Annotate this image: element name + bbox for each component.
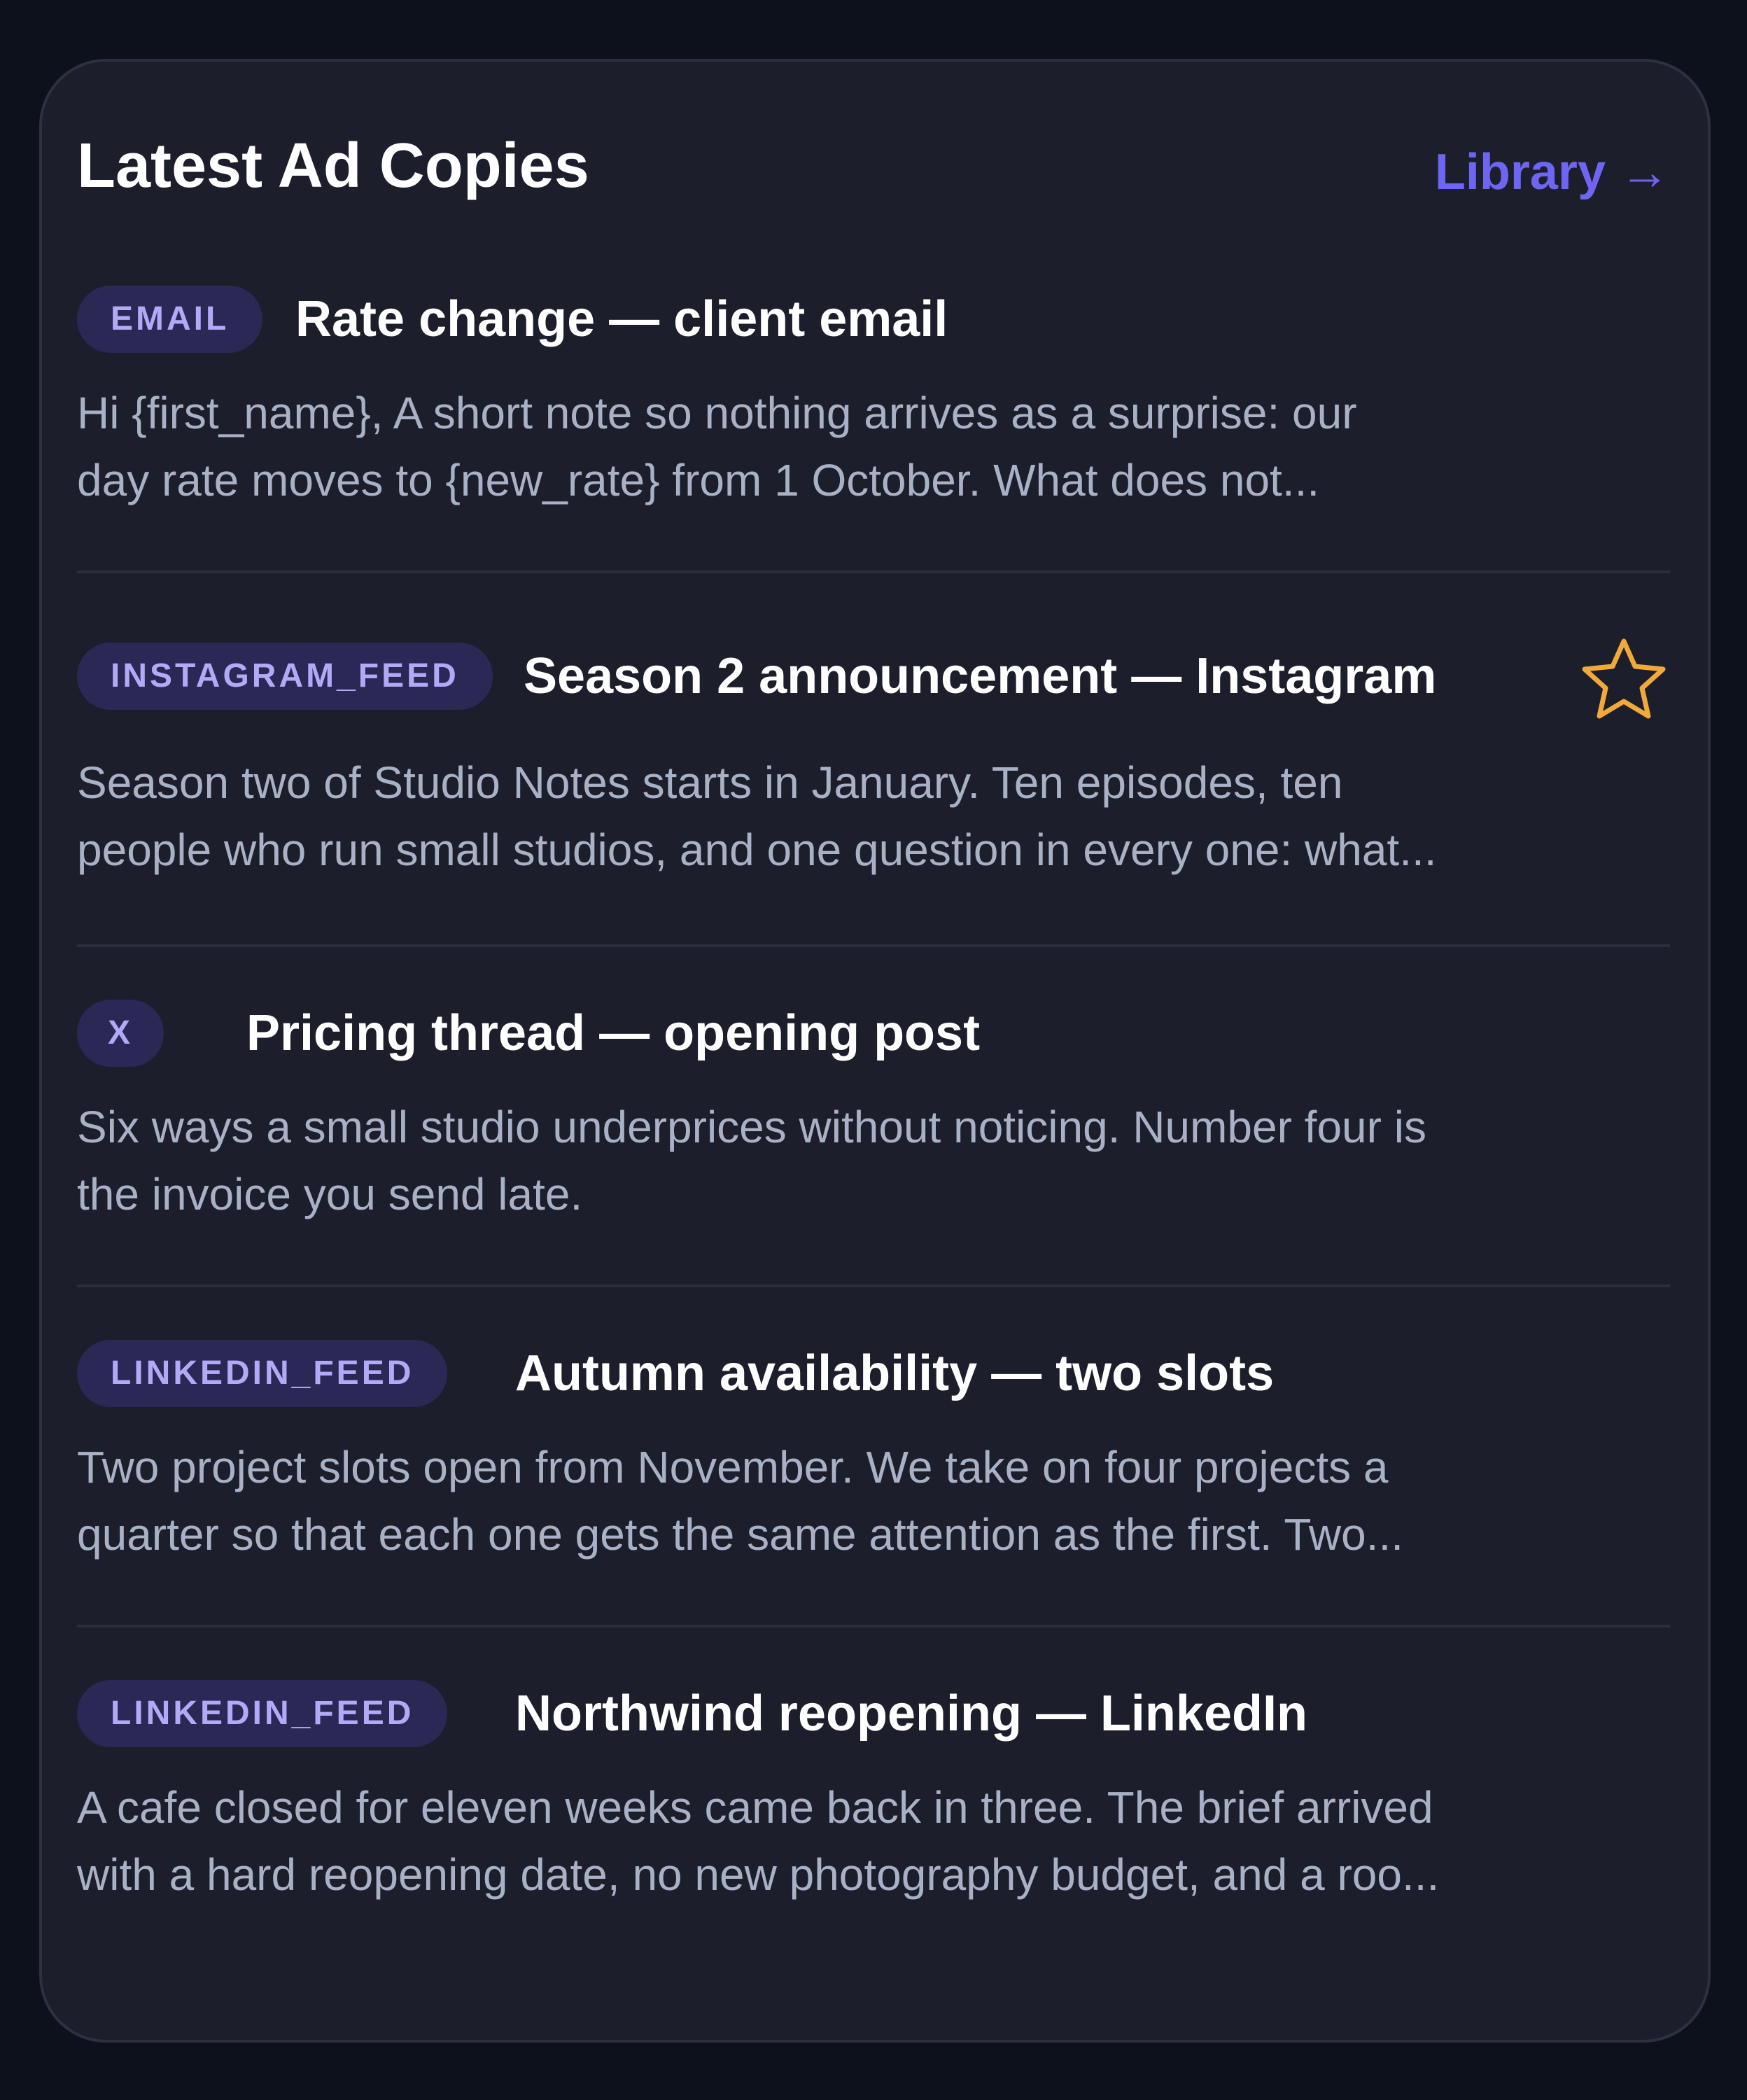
ad-copy-preview <box>77 1434 1670 1568</box>
channel-badge: LINKEDIN_FEED <box>77 1680 447 1747</box>
channel-badge: LINKEDIN_FEED <box>77 1340 447 1407</box>
ad-copy-title: Rate change — client email <box>295 291 948 347</box>
channel-badge: EMAIL <box>77 286 262 353</box>
preview-line: the invoice you send late. <box>77 1169 583 1219</box>
preview-line: people who run small studios, and one question in every one: what... <box>77 825 1437 875</box>
ad-copy-preview <box>77 379 1670 514</box>
preview-line: Two project slots open from November. We take on four projects a <box>77 1442 1389 1492</box>
ad-copy-title: Season 2 announcement — Instagram <box>524 648 1437 704</box>
library-link[interactable]: Library → <box>1434 144 1670 200</box>
preview-line: day rate moves to {new_rate} from 1 October. What does not... <box>77 455 1320 505</box>
divider <box>77 1625 1670 1628</box>
card-header <box>77 119 1670 203</box>
ad-copy-item[interactable] <box>77 286 1670 510</box>
preview-line: with a hard reopening date, no new photography budget, and a roo... <box>77 1849 1440 1900</box>
ad-copy-header <box>77 1000 1670 1067</box>
star-outline-icon[interactable] <box>1578 634 1670 727</box>
ad-copy-title: Autumn availability — two slots <box>515 1345 1275 1401</box>
ad-copy-preview <box>77 749 1670 883</box>
ad-copy-preview <box>77 1774 1670 1908</box>
ad-copy-title: Pricing thread — opening post <box>246 1005 981 1061</box>
preview-line: Hi {first_name}, A short note so nothing arrives as a surprise: our <box>77 388 1357 438</box>
preview-line: Season two of Studio Notes starts in January. Ten episodes, ten <box>77 757 1343 808</box>
card-title: Latest Ad Copies <box>77 131 589 201</box>
ad-copy-preview <box>77 1093 1670 1228</box>
ad-copy-item[interactable] <box>77 1340 1670 1564</box>
divider <box>77 570 1670 573</box>
ad-copy-title: Northwind reopening — LinkedIn <box>515 1686 1307 1742</box>
ad-copy-item[interactable] <box>77 1000 1670 1224</box>
ad-copy-item[interactable] <box>77 643 1670 881</box>
ad-copy-header <box>77 1340 1670 1407</box>
channel-badge: INSTAGRAM_FEED <box>77 643 493 710</box>
preview-line: quarter so that each one gets the same attention as the first. Two... <box>77 1509 1404 1560</box>
ad-copy-item[interactable] <box>77 1680 1670 1904</box>
divider <box>77 944 1670 947</box>
ad-copy-header <box>77 643 1670 710</box>
preview-line: A cafe closed for eleven weeks came back in three. The brief arrived <box>77 1782 1433 1833</box>
divider <box>77 1284 1670 1287</box>
preview-line: Six ways a small studio underprices without noticing. Number four is <box>77 1102 1426 1152</box>
ad-copy-header <box>77 1680 1670 1747</box>
channel-badge: X <box>77 1000 164 1067</box>
ad-copy-header <box>77 286 1670 353</box>
